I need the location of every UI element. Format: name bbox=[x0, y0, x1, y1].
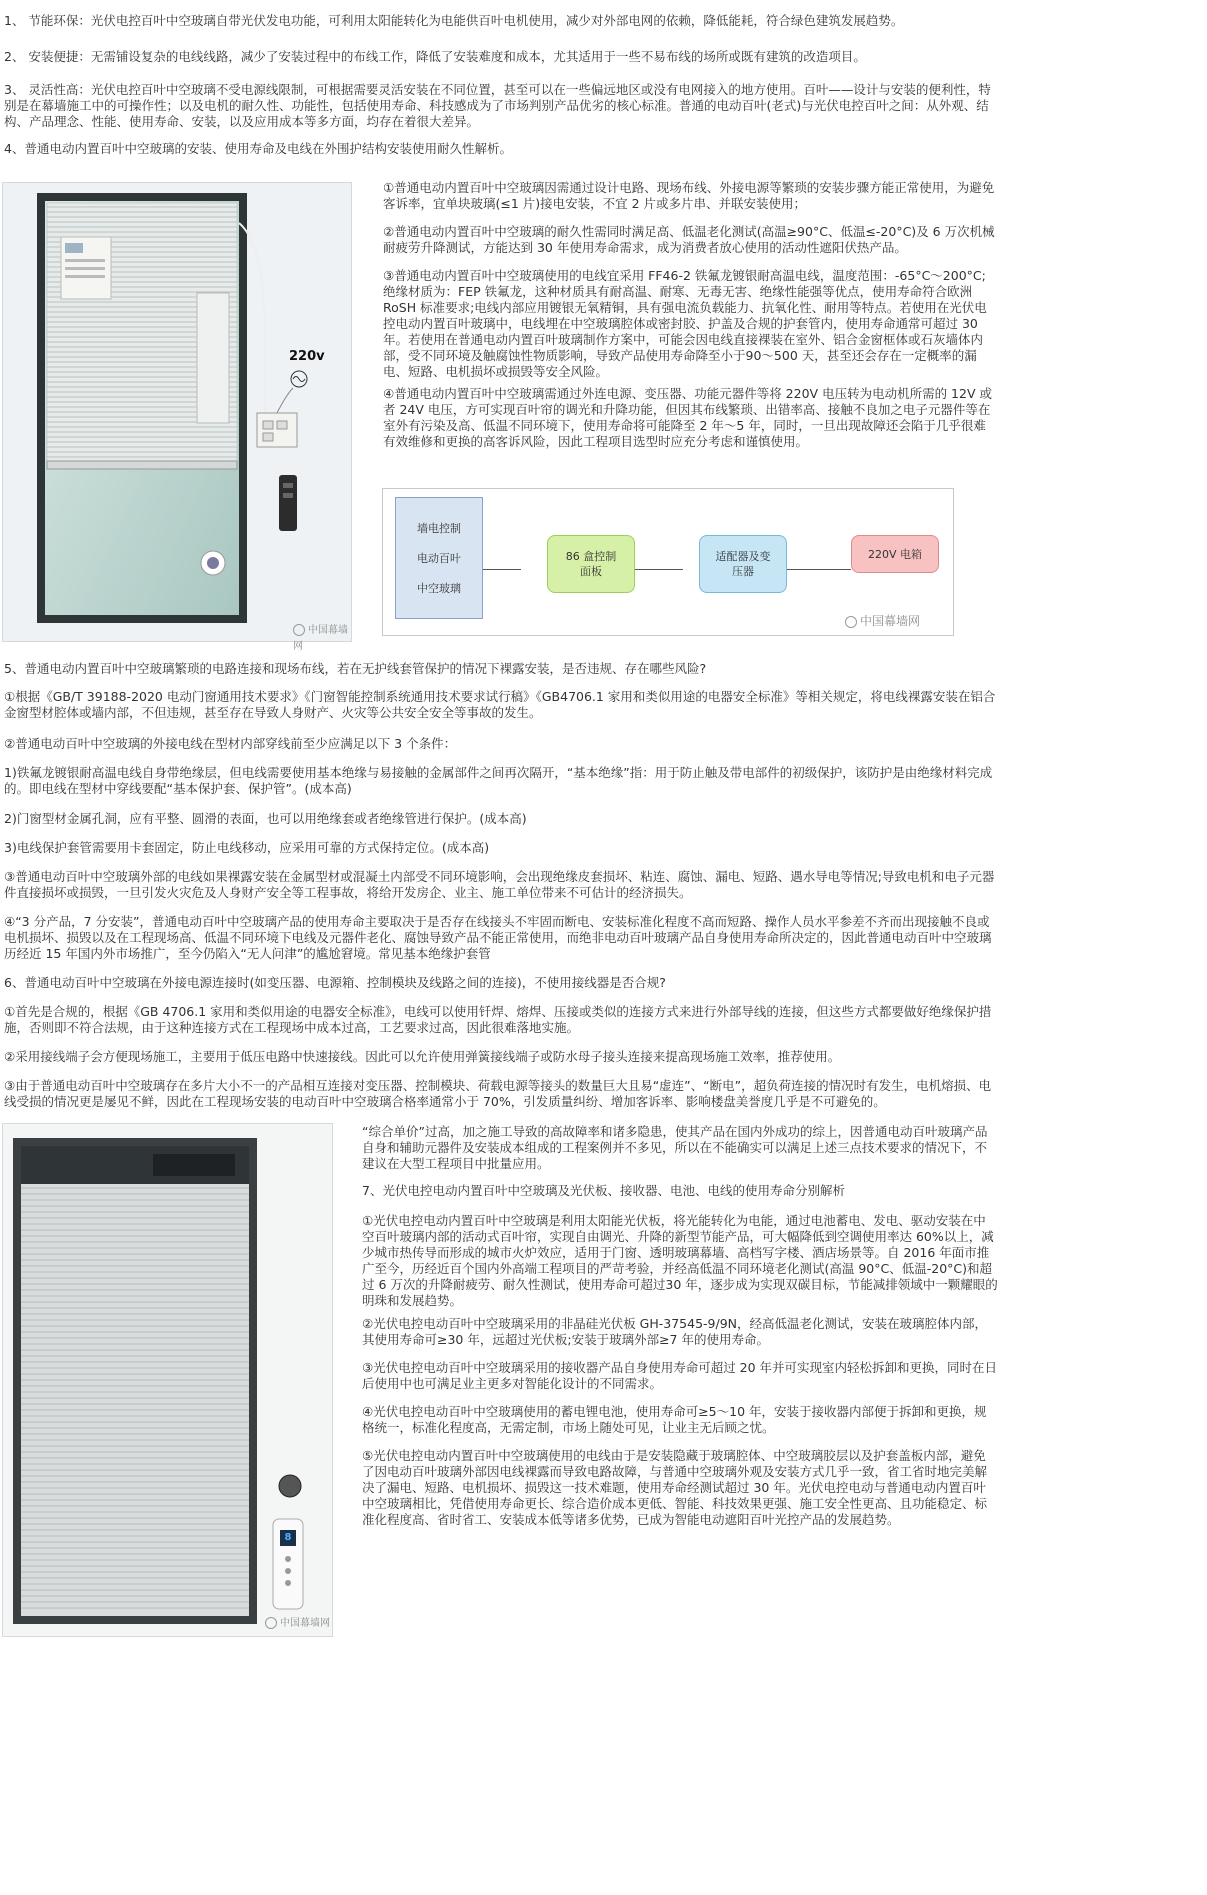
intro-paragraph-1: 1、 节能环保：光伏电控百叶中空玻璃自带光伏发电功能，可利用太阳能转化为电能供百叶电机使用，减少对外部电网的依赖，降低能耗，符合绿色建筑发展趋势。 bbox=[4, 13, 904, 28]
section-6-conclusion: “综合单价”过高，加之施工导致的高故障率和诸多隐患，使其产品在国内外成功的综上，因普通电动百叶玻璃产品自身和辅助元器件及安装成本组成的工程案例并不多见，所以在不能确实可以满足上述三点技术要求的情况下，不建议在大型工程项目中批量应用。 bbox=[362, 1124, 988, 1171]
section-6-paragraph-2: ②采用接线端子会方便现场施工，主要用于低压电路中快速接线。因此可以允许使用弹簧接线端子或防水母子接头连接来提高现场施工效率，推荐使用。 bbox=[4, 1049, 841, 1064]
voltage-label: 220v bbox=[289, 349, 325, 364]
diagram-watermark: 中国幕墙网 bbox=[845, 613, 920, 629]
section-4-item-1: ①普通电动内置百叶中空玻璃因需通过设计电路、现场布线、外接电源等繁琐的安装步骤方能正常使用，为避免客诉率，宜单块玻璃(≤1 片)接电安装，不宜 2 片或多片串、并联安装使用； bbox=[383, 180, 995, 211]
section-4-item-3: ③普通电动内置百叶中空玻璃使用的电线宜采用 FF46-2 铁氟龙镀银耐高温电线，温度范围：-65°C～200°C;绝缘材质为：FEP 铁氟龙，这种材质具有耐高温、耐寒、无毒无害、绝缘性能强等优点，使用寿命符合欧洲 RoSH 标准要求;电线内部应用镀银无氧精铜，具有强电流负载能力、抗氧化性、耐用等特点。若使用在光伏电控电动内置百叶玻璃中，电线埋在中空玻璃腔体或密封胶、护盖及合规的护套管内，使用寿命通常可超过 30 年。若使用在普通电动内置百叶玻璃制作方案中，可能会因电线直接裸装在室外、铝合金窗框体或石灰墙体内部，受不同环境及触腐蚀性物质影响，导致产品使用寿命降至小于90～500 天，甚至还会存在一定概率的漏电、短路、电机损坏或损毁等安全风险。 bbox=[383, 268, 987, 379]
section-7-item-3: ③光伏电控电动百叶中空玻璃采用的接收器产品自身使用寿命可超过 20 年并可实现室内轻松拆卸和更换，同时在日后使用中也可满足业主更多对智能化设计的不同需求。 bbox=[362, 1360, 998, 1391]
watermark: 中国幕墙网 bbox=[265, 1616, 330, 1632]
section-5-paragraph-3: 1)铁氟龙镀银耐高温电线自身带绝缘层，但电线需要使用基本绝缘与易接触的金属部件之间再次隔开，“基本绝缘”指：用于防止触及带电部件的初级保护，该防护是由绝缘材料完成的。即电线在型材中穿线要配“基本保护套、保护管”。(成本高) bbox=[4, 765, 993, 796]
section-5-paragraph-6: ③普通电动百叶中空玻璃外部的电线如果裸露安装在金属型材或混凝土内部受不同环境影响，会出现绝缘皮套损坏、粘连、腐蚀、漏电、短路、遇水导电等情况;导致电机和电子元器件直接损坏或损毁，一旦引发火灾危及人身财产安全等工程事故，将给开发房企、业主、施工单位带来不可估计的经济损失。 bbox=[4, 869, 995, 900]
intro-paragraph-3: 3、 灵活性高：光伏电控百叶中空玻璃不受电源线限制，可根据需要灵活安装在不同位置，甚至可以在一些偏远地区或没有电网接入的地方使用。百叶——设计与安装的便利性，特别是在幕墙施工中的可操作性；以及电机的耐久性、功能性，包括使用寿命、科技感成为了市场判别产品优劣的核心标准。普通的电动百叶(老式)与光伏电控百叶之间：从外观、结构、产品理念、性能、使用寿命、安装，以及应用成本等多方面，均存在着很大差异。 bbox=[4, 82, 991, 129]
wiring-diagram bbox=[382, 488, 954, 636]
diagram-box-control-panel: 86 盒控制 面板 bbox=[547, 535, 635, 593]
section-5-paragraph-5: 3)电线保护套管需要用卡套固定，防止电线移动，应采用可靠的方式保持定位。(成本高) bbox=[4, 840, 490, 855]
watermark-logo-icon bbox=[845, 616, 857, 628]
figure-electric-blind-glass bbox=[2, 182, 352, 652]
section-4-item-2: ②普通电动内置百叶中空玻璃的耐久性需同时满足高、低温老化测试(高温≥90°C、低温≤-20°C)及 6 万次机械耐疲劳升降测试，方能达到 30 年使用寿命需求，成为消费者放心使用的活动性遮阳伏热产品。 bbox=[383, 224, 995, 255]
section-5-paragraph-1: ①根据《GB/T 39188-2020 电动门窗通用技术要求》《门窗智能控制系统通用技术要求试行稿》《GB4706.1 家用和类似用途的电器安全标准》等相关规定，将电线裸露安装在铝合金窗型材腔体或墙内部，不但违规，甚至存在导致人身财产、火灾等公共安全安全等事故的发生。 bbox=[4, 689, 996, 720]
section-6-heading: 6、普通电动百叶中空玻璃在外接电源连接时(如变压器、电源箱、控制模块及线路之间的连接)，不使用接线器是否合规? bbox=[4, 975, 666, 990]
section-4-item-4: ④普通电动内置百叶中空玻璃需通过外连电源、变压器、功能元器件等将 220V 电压转为电动机所需的 12V 或者 24V 电压，方可实现百叶帘的调光和升降功能，但因其布线繁琐、出错率高、接触不良加之电子元器件等在室外有污染及高、低温不同环境下，使用寿命将可能降至 2 年～5 年，同时，一旦出现故障还会陷于几乎很难有效维修和更换的高客诉风险，因此工程项目选型时应充分考虑和谨慎使用。 bbox=[383, 386, 992, 449]
section-7-item-1: ①光伏电控电动内置百叶中空玻璃是利用太阳能光伏板，将光能转化为电能，通过电池蓄电、发电、驱动安装在中空百叶玻璃内部的活动式百叶帘，实现自由调光、升降的新型节能产品，可大幅降低到空调使用率达 60%以上，减少城市热传导而形成的城市火炉效应，适用于门窗、透明玻璃幕墙、高档写字楼、酒店场景等。自 2016 年面市推广至今，历经近百个国内外高端工程项目的严苛考验，并经高低温不同环境老化测试(高温 90°C、低温-20°C)和超过 6 万次的升降耐疲劳、耐久性测试，使用寿命可超过30 年，逐步成为实现双碳目标，节能减排领域中一颗耀眼的明珠和发展趋势。 bbox=[362, 1213, 998, 1308]
section-7-item-4: ④光伏电控电动百叶中空玻璃使用的蓄电锂电池，使用寿命可≥5～10 年，安装于接收器内部便于拆卸和更换，规格统一，标准化程度高，无需定制，市场上随处可见，让业主无后顾之忧。 bbox=[362, 1404, 987, 1435]
figure-pv-blind-glass bbox=[2, 1123, 333, 1637]
diagram-box-power-box: 220V 电箱 bbox=[851, 535, 939, 573]
intro-paragraph-2: 2、 安装便捷：无需铺设复杂的电线线路，减少了安装过程中的布线工作，降低了安装难度和成本，尤其适用于一些不易布线的场所或既有建筑的改造项目。 bbox=[4, 49, 866, 64]
electric-blind-glass-illustration bbox=[3, 183, 351, 641]
section-6-paragraph-1: ①首先是合规的，根据《GB 4706.1 家用和类似用途的电器安全标准》，电线可以使用钎焊、熔焊、压接或类似的连接方式来进行外部导线的连接，但这些方式都要做好绝缘保护措施，否则即不符合法规，由于这种连接方式在工程现场中成本过高，工艺要求过高，因此很难落地实施。 bbox=[4, 1004, 992, 1035]
watermark: 中国幕墙网 bbox=[293, 625, 348, 652]
section-5-paragraph-4: 2)门窗型材金属孔洞，应有平整、圆滑的表面，也可以用绝缘套或者绝缘管进行保护。(成本高) bbox=[4, 811, 527, 826]
section-7-item-2: ②光伏电控电动百叶中空玻璃采用的非晶硅光伏板 GH-37545-9/9N，经高低温老化测试，安装在玻璃腔体内部，其使用寿命可≥30 年，远超过光伏板;安装于玻璃外部≥7 年的使用寿命。 bbox=[362, 1316, 988, 1347]
diagram-box-blind-glass: 墙电控制 电动百叶 中空玻璃 bbox=[395, 497, 483, 619]
watermark-logo-icon bbox=[293, 624, 305, 636]
remote-display: 8 bbox=[284, 1532, 292, 1543]
section-5-heading: 5、普通电动内置百叶中空玻璃繁琐的电路连接和现场布线，若在无护线套管保护的情况下裸露安装，是否违规、存在哪些风险? bbox=[4, 661, 707, 676]
pv-blind-glass-illustration bbox=[3, 1124, 332, 1636]
section-5-paragraph-2: ②普通电动百叶中空玻璃的外接电线在型材内部穿线前至少应满足以下 3 个条件： bbox=[4, 736, 457, 751]
section-7-heading: 7、光伏电控电动内置百叶中空玻璃及光伏板、接收器、电池、电线的使用寿命分别解析 bbox=[362, 1183, 845, 1198]
section-6-paragraph-3: ③由于普通电动百叶中空玻璃存在多片大小不一的产品相互连接对变压器、控制模块、荷载电源等接头的数量巨大且易“虚连”、“断电”，超负荷连接的情况时有发生，电机熔损、电线受损的情况更是屡见不鲜，因此在工程现场安装的电动百叶中空玻璃合格率通常小于 70%，引发质量纠纷、增加客诉率、影响楼盘美誉度几乎是不可避免的。 bbox=[4, 1078, 992, 1109]
section-5-paragraph-7: ④“3 分产品，7 分安装”，普通电动百叶中空玻璃产品的使用寿命主要取决于是否存在线接头不牢固而断电、安装标准化程度不高而短路、操作人员水平参差不齐而出现接触不良或电机损坏、损毁以及在工程现场高、低温不同环境下电线及元器件老化、腐蚀导致产品不能正常使用，而绝非电动百叶玻璃产品自身使用寿命所决定的，因此普通电动百叶中空玻璃历经近 15 年国内外市场推广，至今仍陷入“无人问津”的尴尬窘境。常见基本绝缘护套管 bbox=[4, 914, 992, 961]
diagram-box-adapter: 适配器及变 压器 bbox=[699, 535, 787, 593]
section-4-heading: 4、普通电动内置百叶中空玻璃的安装、使用寿命及电线在外围护结构安装使用耐久性解析。 bbox=[4, 141, 512, 156]
watermark-logo-icon bbox=[265, 1617, 277, 1629]
section-7-item-5: ⑤光伏电控电动内置百叶中空玻璃使用的电线由于是安装隐藏于玻璃腔体、中空玻璃胶层以及护套盖板内部，避免了因电动百叶玻璃外部因电线裸露而导致电路故障，与普通中空玻璃外观及安装方式几乎一致，省工省时地完美解决了漏电、短路、电机损坏、损毁这一技术难题，使用寿命经测试超过 30 年。光伏电控电动与普通电动内置百叶中空玻璃相比，凭借使用寿命更长、综合造价成本更低、智能、科技效果更强、施工安全性更高、且功能稳定、标准化程度高、省时省工、安装成本低等诸多优势，已成为智能电动遮阳百叶光控产品的发展趋势。 bbox=[362, 1448, 988, 1527]
